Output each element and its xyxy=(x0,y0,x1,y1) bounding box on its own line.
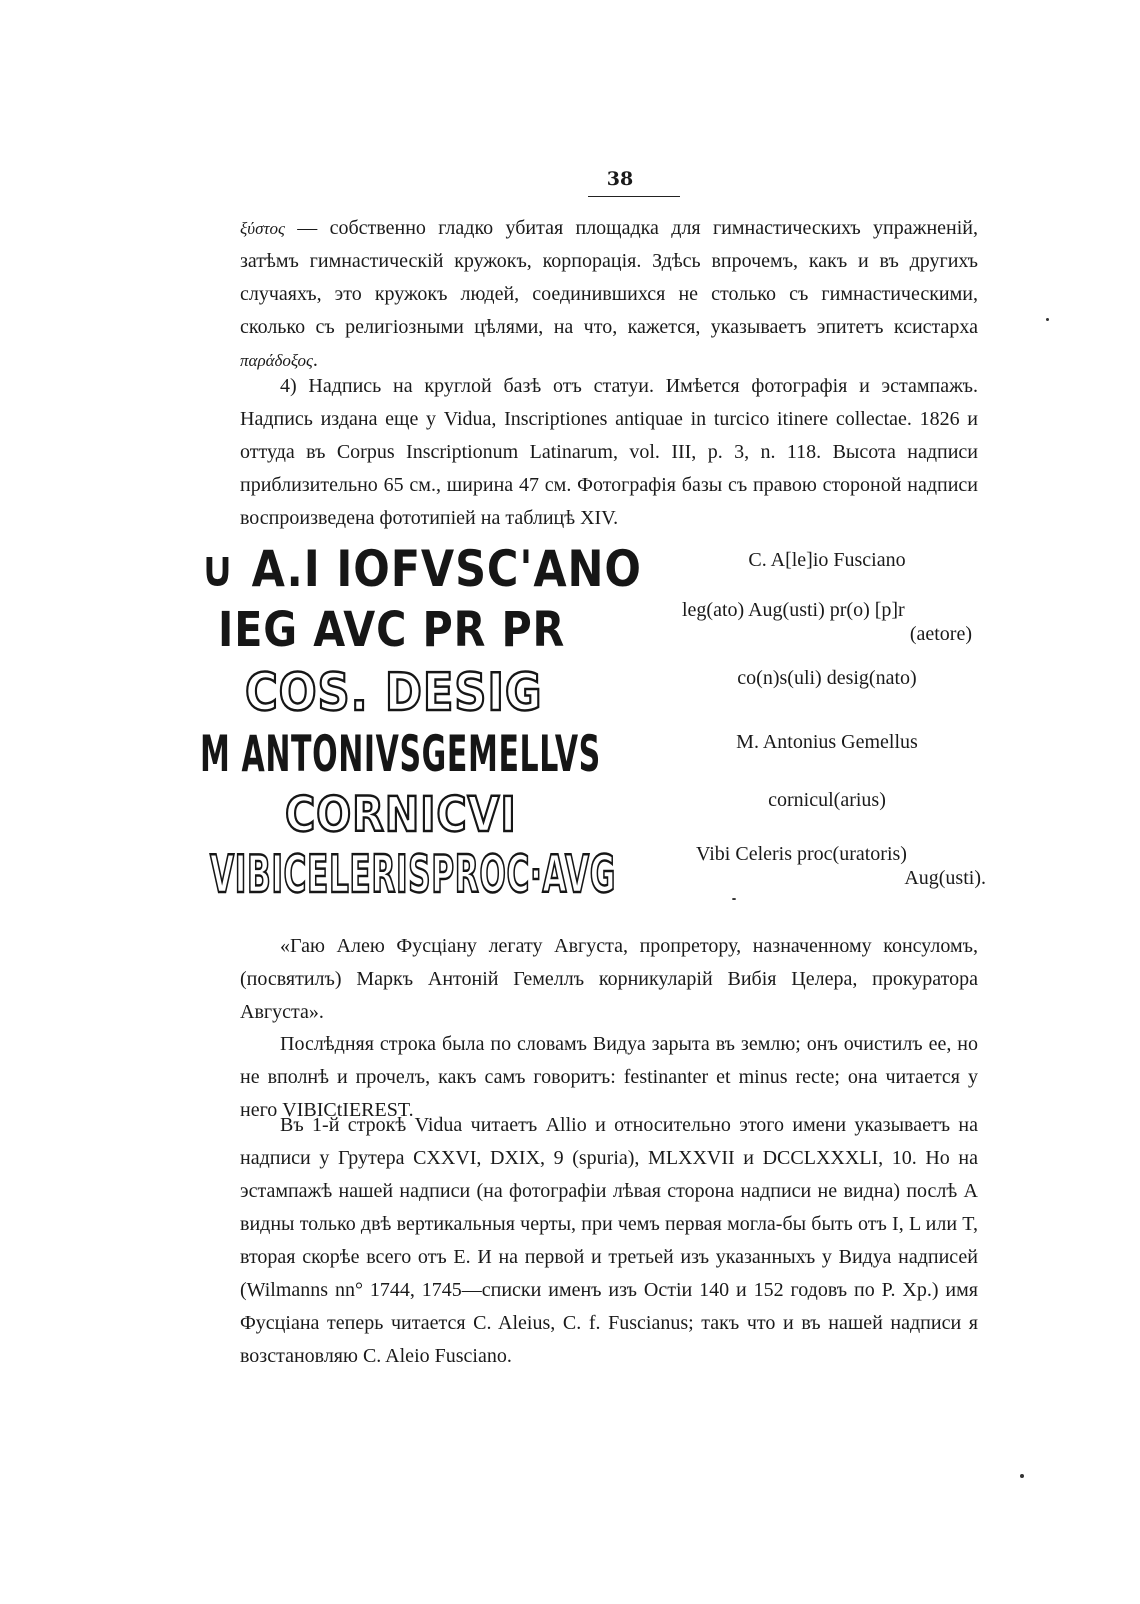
transcription-line-2-cont: (aetore) xyxy=(909,623,972,645)
greek-word-paradoxos: παράδοξος xyxy=(240,351,313,370)
paragraph-xystos-text: — собственно гладко убитая площадка для гимнастическихъ упражненій, затѣмъ гимнастическій кружокъ, корпорація. Здѣсь впрочемъ, какъ и въ другихъ случаяхъ, это кружокъ людей, соединившихся не столько съ гимнастическими, сколько съ религіозными цѣлями, на что, кажется, указываетъ эпитетъ ксистарха xyxy=(240,217,978,338)
scan-speck xyxy=(732,898,736,900)
page-number-rule xyxy=(588,196,680,197)
transcription-line-6 xyxy=(696,842,986,890)
transcription-line-3: co(n)s(uli) desig(nato) xyxy=(737,667,917,689)
inscription-line-4: M ANTONIVSGEMELLVS xyxy=(200,725,601,783)
page-number: 38 xyxy=(606,168,634,190)
transcription-line-6-cont: Aug(usti). xyxy=(904,867,986,889)
paragraph-xystos xyxy=(240,212,978,377)
inscription-line-5: CORNICVI xyxy=(285,787,517,843)
paragraph-inscription-4: 4) Надпись на круглой базѣ отъ статуи. Имѣется фотографія и эстампажъ. Надпись издана еще у Vidua, Inscriptiones antiquae in turcico itinere collectae. 1826 и оттуда въ Corpus Inscriptionum Latinarum, vol. III, p. 3, n. 118. Высота надписи приблизительно 65 см., ширина 47 см. Фотографія базы съ правою стороной надписи воспроизведена фототипіей на таблицѣ XIV. xyxy=(240,375,978,529)
transcription-line-2 xyxy=(682,598,972,646)
greek-word-xystos: ξύστος xyxy=(240,219,285,238)
paragraph-xystos-end: . xyxy=(312,349,318,371)
transcription-line-5: cornicul(arius) xyxy=(768,789,886,811)
paragraph-translation: «Гаю Алею Фусціану легату Августа, пропретору, назначенному консуломъ, (посвятилъ) Маркъ Антоній Гемеллъ корникуларій Вибія Целера, прокуратора Августа». xyxy=(240,935,978,1023)
inscription-line-3: COS. DESIG xyxy=(245,663,543,723)
scan-speck xyxy=(1046,318,1049,321)
paragraph-first-line-note: Въ 1-й строкѣ Vidua читаетъ Allio и относительно этого имени указываетъ на надписи у Грутера CXXVI, DXIX, 9 (spuria), MLXXVII и DCCLXXXLI, 10. Но на эстампажѣ нашей надписи (на фотографіи лѣвая сторона надписи не видна) послѣ A видны только двѣ вертикальныя черты, при чемъ первая могла-бы быть отъ I, L или T, вторая скорѣе всего отъ E. И на первой и третьей изъ указанныхъ у Видуа надписей (Wilmanns nn° 1744, 1745—списки именъ изъ Остіи 140 и 152 годовъ по P. Хр.) имя Фусціана теперь читается C. Aleius, C. f. Fuscianus; такъ что и въ нашей надписи я возстановляю C. Aleio Fusciano. xyxy=(240,1114,978,1367)
inscription-line-2: IEG AVC PR PR xyxy=(218,602,566,658)
inscription-line-1: ∪ A.I IOFVSC'ANO xyxy=(200,540,642,598)
inscription-line-6: VIBICELERISPROC·AVG xyxy=(210,845,617,905)
transcription-line-4: M. Antonius Gemellus xyxy=(736,731,918,753)
paragraph-last-line-note: Послѣдняя строка была по словамъ Видуа зарыта въ землю; онъ очистилъ ее, но не вполнѣ и прочелъ, какъ самъ говоритъ: festinanter et minus recte; она читается у него VIBICtIEREST. xyxy=(240,1033,978,1121)
transcription-line-6-main: Vibi Celeris proc(uratoris) xyxy=(696,843,907,865)
transcription-line-1: C. A[le]io Fusciano xyxy=(748,549,906,571)
transcription-line-2-main: leg(ato) Aug(usti) pr(o) [p]r xyxy=(682,599,905,621)
scan-speck xyxy=(1020,1474,1024,1478)
